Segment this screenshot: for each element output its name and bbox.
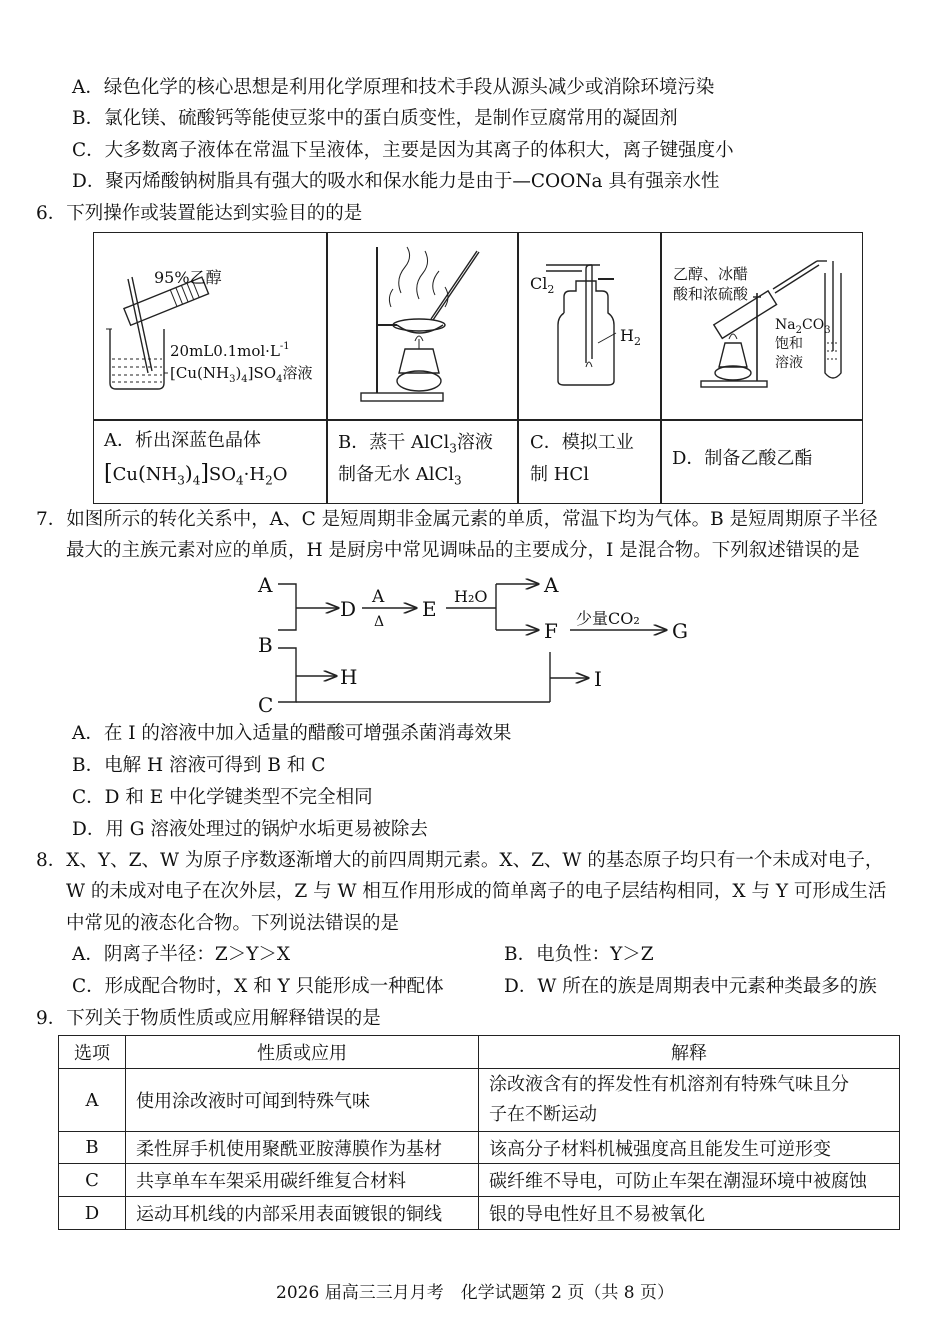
q8-stem-3: 中常见的液态化合物。下列说法错误的是: [66, 913, 400, 934]
fig-d-label-reagents1: 乙醇、冰醋: [673, 265, 749, 283]
q9-cell-explanation: 该高分子材料机械强度高且能发生可逆形变: [479, 1132, 900, 1164]
q9-header-option: 选项: [59, 1036, 126, 1069]
q8-option-a: A．阴离子半径：Z＞Y＞X: [72, 944, 291, 965]
q7-option-c: C．D 和 E 中化学键类型不完全相同: [72, 787, 373, 808]
fig-d-label-saturated: 饱和: [775, 336, 803, 352]
node-a-product: A: [544, 573, 559, 597]
q7-option-d: D．用 G 溶液处理过的锅炉水垢更易被除去: [72, 819, 428, 840]
q8-stem-1: 8．X、Y、Z、W 为原子序数逐渐增大的前四周期元素。X、Z、W 的基态原子均只有一个未成对电子，: [36, 850, 884, 871]
fig-d-caption: D．制备乙酸乙酯: [672, 448, 813, 469]
q9-header-row: [59, 1036, 900, 1069]
node-f: F: [544, 619, 558, 643]
fig-d-esterification: [661, 233, 863, 419]
table-row: [59, 1132, 900, 1164]
node-e: E: [422, 597, 437, 621]
fig-d-label-reagents2: 酸和浓硫酸: [673, 285, 749, 303]
fig-c-label-cl2: $Cl_2$: [530, 274, 555, 296]
fig-d-label-na2co3: $Na_2CO_3$: [775, 317, 831, 336]
node-a: A: [258, 573, 273, 597]
q5-option-d: D．聚丙烯酸钠树脂具有强大的吸水和保水能力是由于—COONa 具有强亲水性: [72, 171, 720, 192]
table-row: [59, 1197, 900, 1230]
q5-option-b: B．氯化镁、硫酸钙等能使豆浆中的蛋白质变性，是制作豆腐常用的凝固剂: [72, 108, 678, 129]
q6-stem: 6．下列操作或装置能达到实验目的的是: [36, 203, 363, 224]
q9-cell-property: 柔性屏手机使用聚酰亚胺薄膜作为基材: [126, 1132, 479, 1164]
fig-c-caption-2: 制 HCl: [530, 464, 589, 485]
fig-c-label-h2: $H_2$: [620, 326, 641, 348]
table-row: [59, 1069, 900, 1132]
q9-header-property: 性质或应用: [126, 1036, 479, 1069]
q5-option-c: C．大多数离子液体在常温下呈液体，主要是因为其离子的体积大，离子键强度小: [72, 140, 734, 161]
fig-d-label-solution: 溶液: [775, 355, 803, 371]
node-c: C: [258, 693, 274, 716]
q7-conversion-diagram: [240, 566, 720, 716]
fig-b-caption-1: B．蒸干 AlCl$_3$溶液: [338, 432, 493, 456]
q9-cell-property: 使用涂改液时可闻到特殊气味: [126, 1069, 479, 1132]
q6-apparatus-table: [93, 232, 863, 504]
q9-cell-option: D: [59, 1197, 126, 1230]
q9-stem: 9．下列关于物质性质或应用解释错误的是: [36, 1008, 381, 1029]
q7-stem-2: 最大的主族元素对应的单质，H 是厨房中常见调味品的主要成分，I 是混合物。下列叙述错误的是: [66, 540, 860, 561]
q9-cell-property: 共享单车车架采用碳纤维复合材料: [126, 1164, 479, 1197]
q9-header-explanation: 解释: [479, 1036, 900, 1069]
fig-a-label-solution: $[Cu(NH_3)_4]SO_4$溶液: [170, 364, 313, 385]
cond-a: A: [372, 587, 385, 607]
q9-cell-property: 运动耳机线的内部采用表面镀银的铜线: [126, 1197, 479, 1230]
fig-a-label-ethanol: 95%乙醇: [154, 268, 222, 287]
node-i: I: [594, 667, 602, 691]
fig-a-beaker: [94, 233, 326, 419]
node-b: B: [258, 633, 273, 657]
cond-h2o: H₂O: [454, 587, 488, 606]
q9-cell-explanation: 银的导电性好且不易被氧化: [479, 1197, 900, 1230]
q7-option-a: A．在 I 的溶液中加入适量的醋酸可增强杀菌消毒效果: [72, 723, 512, 744]
q8-option-b: B．电负性：Y＞Z: [504, 944, 654, 965]
q9-cell-option: A: [59, 1069, 126, 1132]
q9-cell-option: B: [59, 1132, 126, 1164]
q8-option-d: D．W 所在的族是周期表中元素种类最多的族: [504, 976, 877, 997]
cond-co2: 少量CO₂: [576, 609, 640, 628]
fig-a-caption-2: $[Cu(NH_3)_4]SO_4\cdot H_2O$: [104, 461, 288, 488]
node-g: G: [672, 619, 688, 643]
q9-cell-explanation: 碳纤维不导电，可防止车架在潮湿环境中被腐蚀: [479, 1164, 900, 1197]
page-footer: 2026 届高三三月月考 化学试题第 2 页（共 8 页）: [276, 1283, 674, 1303]
q5-option-a: A．绿色化学的核心思想是利用化学原理和技术手段从源头减少或消除环境污染: [72, 77, 715, 98]
fig-b-caption-2: 制备无水 AlCl$_3$: [338, 464, 462, 488]
node-h: H: [340, 665, 358, 689]
q7-stem-1: 7．如图所示的转化关系中，A、C 是短周期非金属元素的单质，常温下均为气体。B 是短周期原子半径: [36, 509, 878, 530]
table-row: [59, 1164, 900, 1197]
q9-cell-explanation: 涂改液含有的挥发性有机溶剂有特殊气味且分 子在不断运动: [479, 1069, 900, 1132]
node-d: D: [340, 597, 357, 621]
q9-table: [58, 1035, 900, 1230]
cond-heat: Δ: [374, 614, 385, 630]
fig-c-hcl-apparatus: [518, 233, 660, 419]
fig-a-caption-1: A．析出深蓝色晶体: [104, 430, 261, 451]
q7-option-b: B．电解 H 溶液可得到 B 和 C: [72, 755, 326, 776]
q8-option-c: C．形成配合物时，X 和 Y 只能形成一种配体: [72, 976, 444, 997]
fig-b-evaporation: [327, 233, 517, 419]
q9-cell-option: C: [59, 1164, 126, 1197]
q8-stem-2: W 的未成对电子在次外层，Z 与 W 相互作用形成的简单离子的电子层结构相同，X 与 Y 可形成生活: [66, 881, 887, 902]
fig-c-caption-1: C．模拟工业: [530, 432, 634, 453]
fig-a-label-conc: $20mL0.1mol\cdot L^{-1}$: [170, 341, 290, 360]
